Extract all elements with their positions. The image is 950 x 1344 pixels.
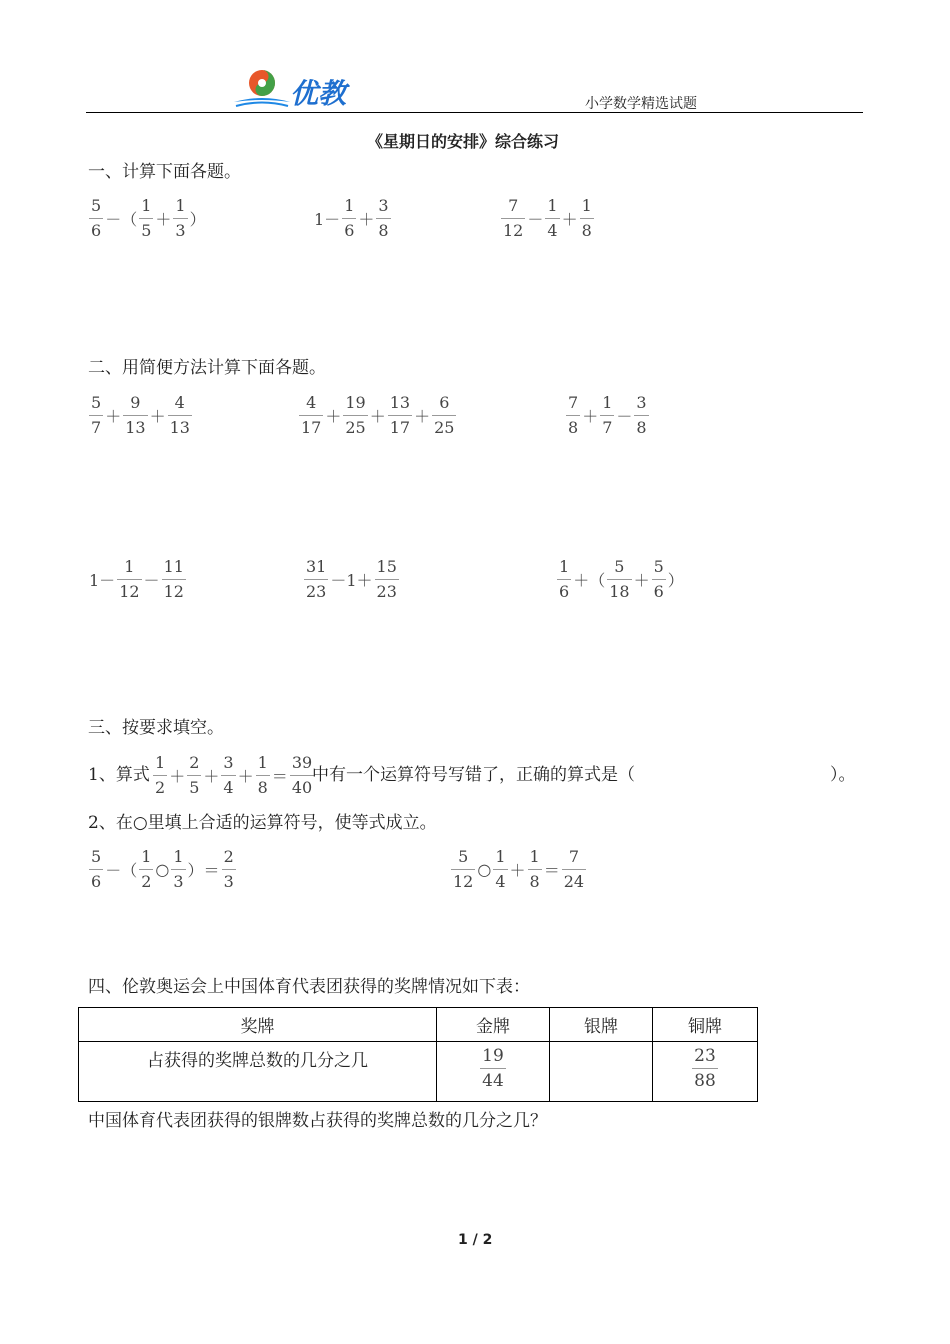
- fraction: [652, 557, 666, 602]
- fraction: [528, 847, 542, 892]
- denominator: 2: [155, 778, 166, 797]
- operator: ＋: [325, 407, 342, 426]
- section-4-heading: 四、伦敦奥运会上中国体育代表团获得的奖牌情况如下表：: [88, 977, 530, 997]
- expression: [565, 393, 650, 438]
- numerator: 1: [529, 847, 540, 866]
- page-number: 1 / 2: [458, 1232, 493, 1248]
- fraction: [304, 557, 328, 602]
- operator: 1－: [89, 571, 116, 590]
- numerator: 15: [376, 557, 397, 576]
- denominator: 8: [257, 778, 268, 797]
- header-cell: 银牌: [550, 1008, 653, 1042]
- denominator: 5: [141, 221, 152, 240]
- denominator: 4: [223, 778, 234, 797]
- fraction: [299, 393, 323, 438]
- numerator: 1: [173, 847, 184, 866]
- numerator: 3: [378, 196, 389, 215]
- fraction: [222, 847, 236, 892]
- q1-close: ）。: [830, 765, 856, 785]
- operator: －: [616, 407, 633, 426]
- fraction: [89, 393, 103, 438]
- numerator: 4: [306, 393, 317, 412]
- denominator: 23: [306, 582, 327, 601]
- numerator: 7: [568, 847, 579, 866]
- denominator: 13: [169, 418, 190, 437]
- denominator: 13: [125, 418, 146, 437]
- fraction: [173, 196, 187, 241]
- numerator: 5: [614, 557, 625, 576]
- operator: 1－: [314, 210, 341, 229]
- numerator: 39: [291, 753, 313, 772]
- fraction: [89, 196, 103, 241]
- fraction: [290, 753, 314, 798]
- fraction: [139, 196, 153, 241]
- document-title: 《星期日的安排》综合练习: [367, 132, 560, 151]
- numerator: 1: [175, 196, 186, 215]
- numerator: 23: [694, 1046, 716, 1066]
- operator: ＋: [509, 861, 526, 880]
- denominator: 7: [602, 418, 613, 437]
- section-3-heading: 三、按要求填空。: [88, 718, 224, 738]
- fraction: [634, 393, 648, 438]
- expression: [88, 847, 237, 892]
- denominator: 23: [376, 582, 397, 601]
- operator: －: [527, 210, 544, 229]
- operator: －: [143, 571, 160, 590]
- section-2-heading: 二、用简便方法计算下面各题。: [88, 358, 326, 378]
- fraction: [343, 393, 367, 438]
- table-row: [79, 1042, 758, 1102]
- silver-cell: [550, 1042, 653, 1102]
- numerator: 3: [636, 393, 647, 412]
- numerator: 9: [130, 393, 141, 412]
- denominator: 4: [495, 872, 506, 891]
- denominator: 3: [223, 872, 234, 891]
- fraction: [256, 753, 270, 798]
- expression: [88, 557, 187, 602]
- table-header-row: [79, 1008, 758, 1042]
- numerator: 1: [257, 753, 268, 772]
- expression: [88, 196, 207, 241]
- operator: ＋: [237, 767, 254, 786]
- expression: [500, 196, 595, 241]
- denominator: 7: [91, 418, 102, 437]
- fraction: [221, 753, 235, 798]
- bronze-fraction: [692, 1046, 718, 1091]
- header-subtitle: 小学数学精选试题: [585, 96, 697, 112]
- operator: ＋: [358, 210, 375, 229]
- fraction: [89, 847, 103, 892]
- operator: ＋: [169, 767, 186, 786]
- numerator: 1: [141, 847, 152, 866]
- gold-fraction-cell: [437, 1042, 550, 1102]
- fraction: [493, 847, 507, 892]
- denominator: 2: [141, 872, 152, 891]
- operator: ＋: [582, 407, 599, 426]
- fraction: [171, 847, 185, 892]
- numerator: 7: [508, 196, 519, 215]
- denominator: 17: [301, 418, 322, 437]
- fraction: [600, 393, 614, 438]
- operator: ＋（: [573, 571, 606, 590]
- numerator: 1: [495, 847, 506, 866]
- header-cell: 奖牌: [79, 1008, 437, 1042]
- fraction: [375, 557, 399, 602]
- operator: ）: [189, 210, 206, 229]
- denominator: 88: [694, 1071, 716, 1091]
- operator: ＋: [633, 571, 650, 590]
- operator: ＋: [149, 407, 166, 426]
- numerator: 11: [163, 557, 184, 576]
- fraction: [451, 847, 475, 892]
- denominator: 24: [563, 872, 585, 891]
- numerator: 3: [223, 753, 234, 772]
- row-label: 占获得的奖牌总数的几分之几: [79, 1042, 437, 1102]
- denominator: 12: [503, 221, 524, 240]
- numerator: 6: [439, 393, 450, 412]
- expression: [298, 393, 457, 438]
- operator: ）: [667, 571, 684, 590]
- operator: ＋: [561, 210, 578, 229]
- denominator: 8: [378, 221, 389, 240]
- denominator: 8: [636, 418, 647, 437]
- denominator: 8: [568, 418, 579, 437]
- expression: [450, 847, 587, 892]
- numerator: 13: [389, 393, 411, 412]
- denominator: 25: [345, 418, 366, 437]
- denominator: 25: [434, 418, 455, 437]
- operator: ○: [155, 860, 170, 879]
- denominator: 12: [453, 872, 474, 891]
- denominator: 17: [389, 418, 411, 437]
- operator: －（: [105, 861, 138, 880]
- numerator: 1: [155, 753, 166, 772]
- numerator: 5: [653, 557, 664, 576]
- denominator: 40: [291, 778, 313, 797]
- denominator: 6: [91, 221, 102, 240]
- header-rule: [86, 112, 863, 113]
- fraction: [187, 753, 201, 798]
- numerator: 7: [568, 393, 579, 412]
- operator: ＋: [155, 210, 172, 229]
- logo-text: 优教: [290, 77, 347, 110]
- operator: －1＋: [330, 571, 373, 590]
- numerator: 2: [189, 753, 200, 772]
- fraction: [545, 196, 559, 241]
- fraction: [562, 847, 586, 892]
- denominator: 3: [175, 221, 186, 240]
- operator: ＋: [203, 767, 220, 786]
- expression: [313, 196, 392, 241]
- fraction: [557, 557, 571, 602]
- numerator: 1: [581, 196, 592, 215]
- numerator: 1: [124, 557, 135, 576]
- fraction: [153, 753, 167, 798]
- operator: ＋: [414, 407, 431, 426]
- numerator: 1: [344, 196, 355, 215]
- denominator: 6: [91, 872, 102, 891]
- q1-suffix: 中有一个运算符号写错了，正确的算式是（: [312, 765, 635, 785]
- numerator: 2: [223, 847, 234, 866]
- fraction: [342, 196, 356, 241]
- operator: ＋: [369, 407, 386, 426]
- denominator: 12: [119, 582, 140, 601]
- denominator: 6: [653, 582, 664, 601]
- numerator: 5: [91, 847, 102, 866]
- numerator: 1: [547, 196, 558, 215]
- fraction: [162, 557, 186, 602]
- q1-prefix: 1、算式: [88, 765, 150, 785]
- denominator: 6: [344, 221, 355, 240]
- numerator: 5: [458, 847, 469, 866]
- operator: ＝: [543, 861, 560, 880]
- denominator: 44: [482, 1071, 504, 1091]
- operator: ＝: [271, 767, 288, 786]
- denominator: 6: [559, 582, 570, 601]
- numerator: 4: [174, 393, 185, 412]
- denominator: 18: [609, 582, 630, 601]
- denominator: 3: [173, 872, 184, 891]
- fraction: [501, 196, 525, 241]
- numerator: 1: [602, 393, 613, 412]
- operator: ○: [477, 860, 492, 879]
- operator: ＋: [105, 407, 122, 426]
- numerator: 5: [91, 196, 102, 215]
- fraction: [432, 393, 456, 438]
- fraction: [566, 393, 580, 438]
- fraction: [388, 393, 412, 438]
- fraction: [117, 557, 141, 602]
- gold-fraction: [480, 1046, 506, 1091]
- denominator: 4: [547, 221, 558, 240]
- numerator: 1: [141, 196, 152, 215]
- numerator: 19: [482, 1046, 504, 1066]
- section-4-question: 中国体育代表团获得的银牌数占获得的奖牌总数的几分之几？: [88, 1111, 547, 1131]
- header-cell: 金牌: [437, 1008, 550, 1042]
- expression: [88, 393, 193, 438]
- denominator: 5: [189, 778, 200, 797]
- fraction: [607, 557, 631, 602]
- fraction: [376, 196, 390, 241]
- denominator: 8: [581, 221, 592, 240]
- numerator: 31: [306, 557, 327, 576]
- bronze-fraction-cell: [653, 1042, 758, 1102]
- denominator: 8: [529, 872, 540, 891]
- operator: －（: [105, 210, 138, 229]
- operator: ）＝: [187, 861, 220, 880]
- expression: [152, 753, 315, 798]
- fraction: [580, 196, 594, 241]
- numerator: 1: [559, 557, 570, 576]
- numerator: 19: [345, 393, 366, 412]
- fraction: [168, 393, 192, 438]
- numerator: 5: [91, 393, 102, 412]
- fraction: [123, 393, 147, 438]
- header-cell: 铜牌: [653, 1008, 758, 1042]
- denominator: 12: [163, 582, 184, 601]
- section-1-heading: 一、计算下面各题。: [88, 162, 241, 182]
- q2-text: 2、在○里填上合适的运算符号，使等式成立。: [88, 813, 437, 833]
- expression: [303, 557, 400, 602]
- expression: [556, 557, 685, 602]
- fraction: [139, 847, 153, 892]
- medal-table: [78, 1007, 758, 1102]
